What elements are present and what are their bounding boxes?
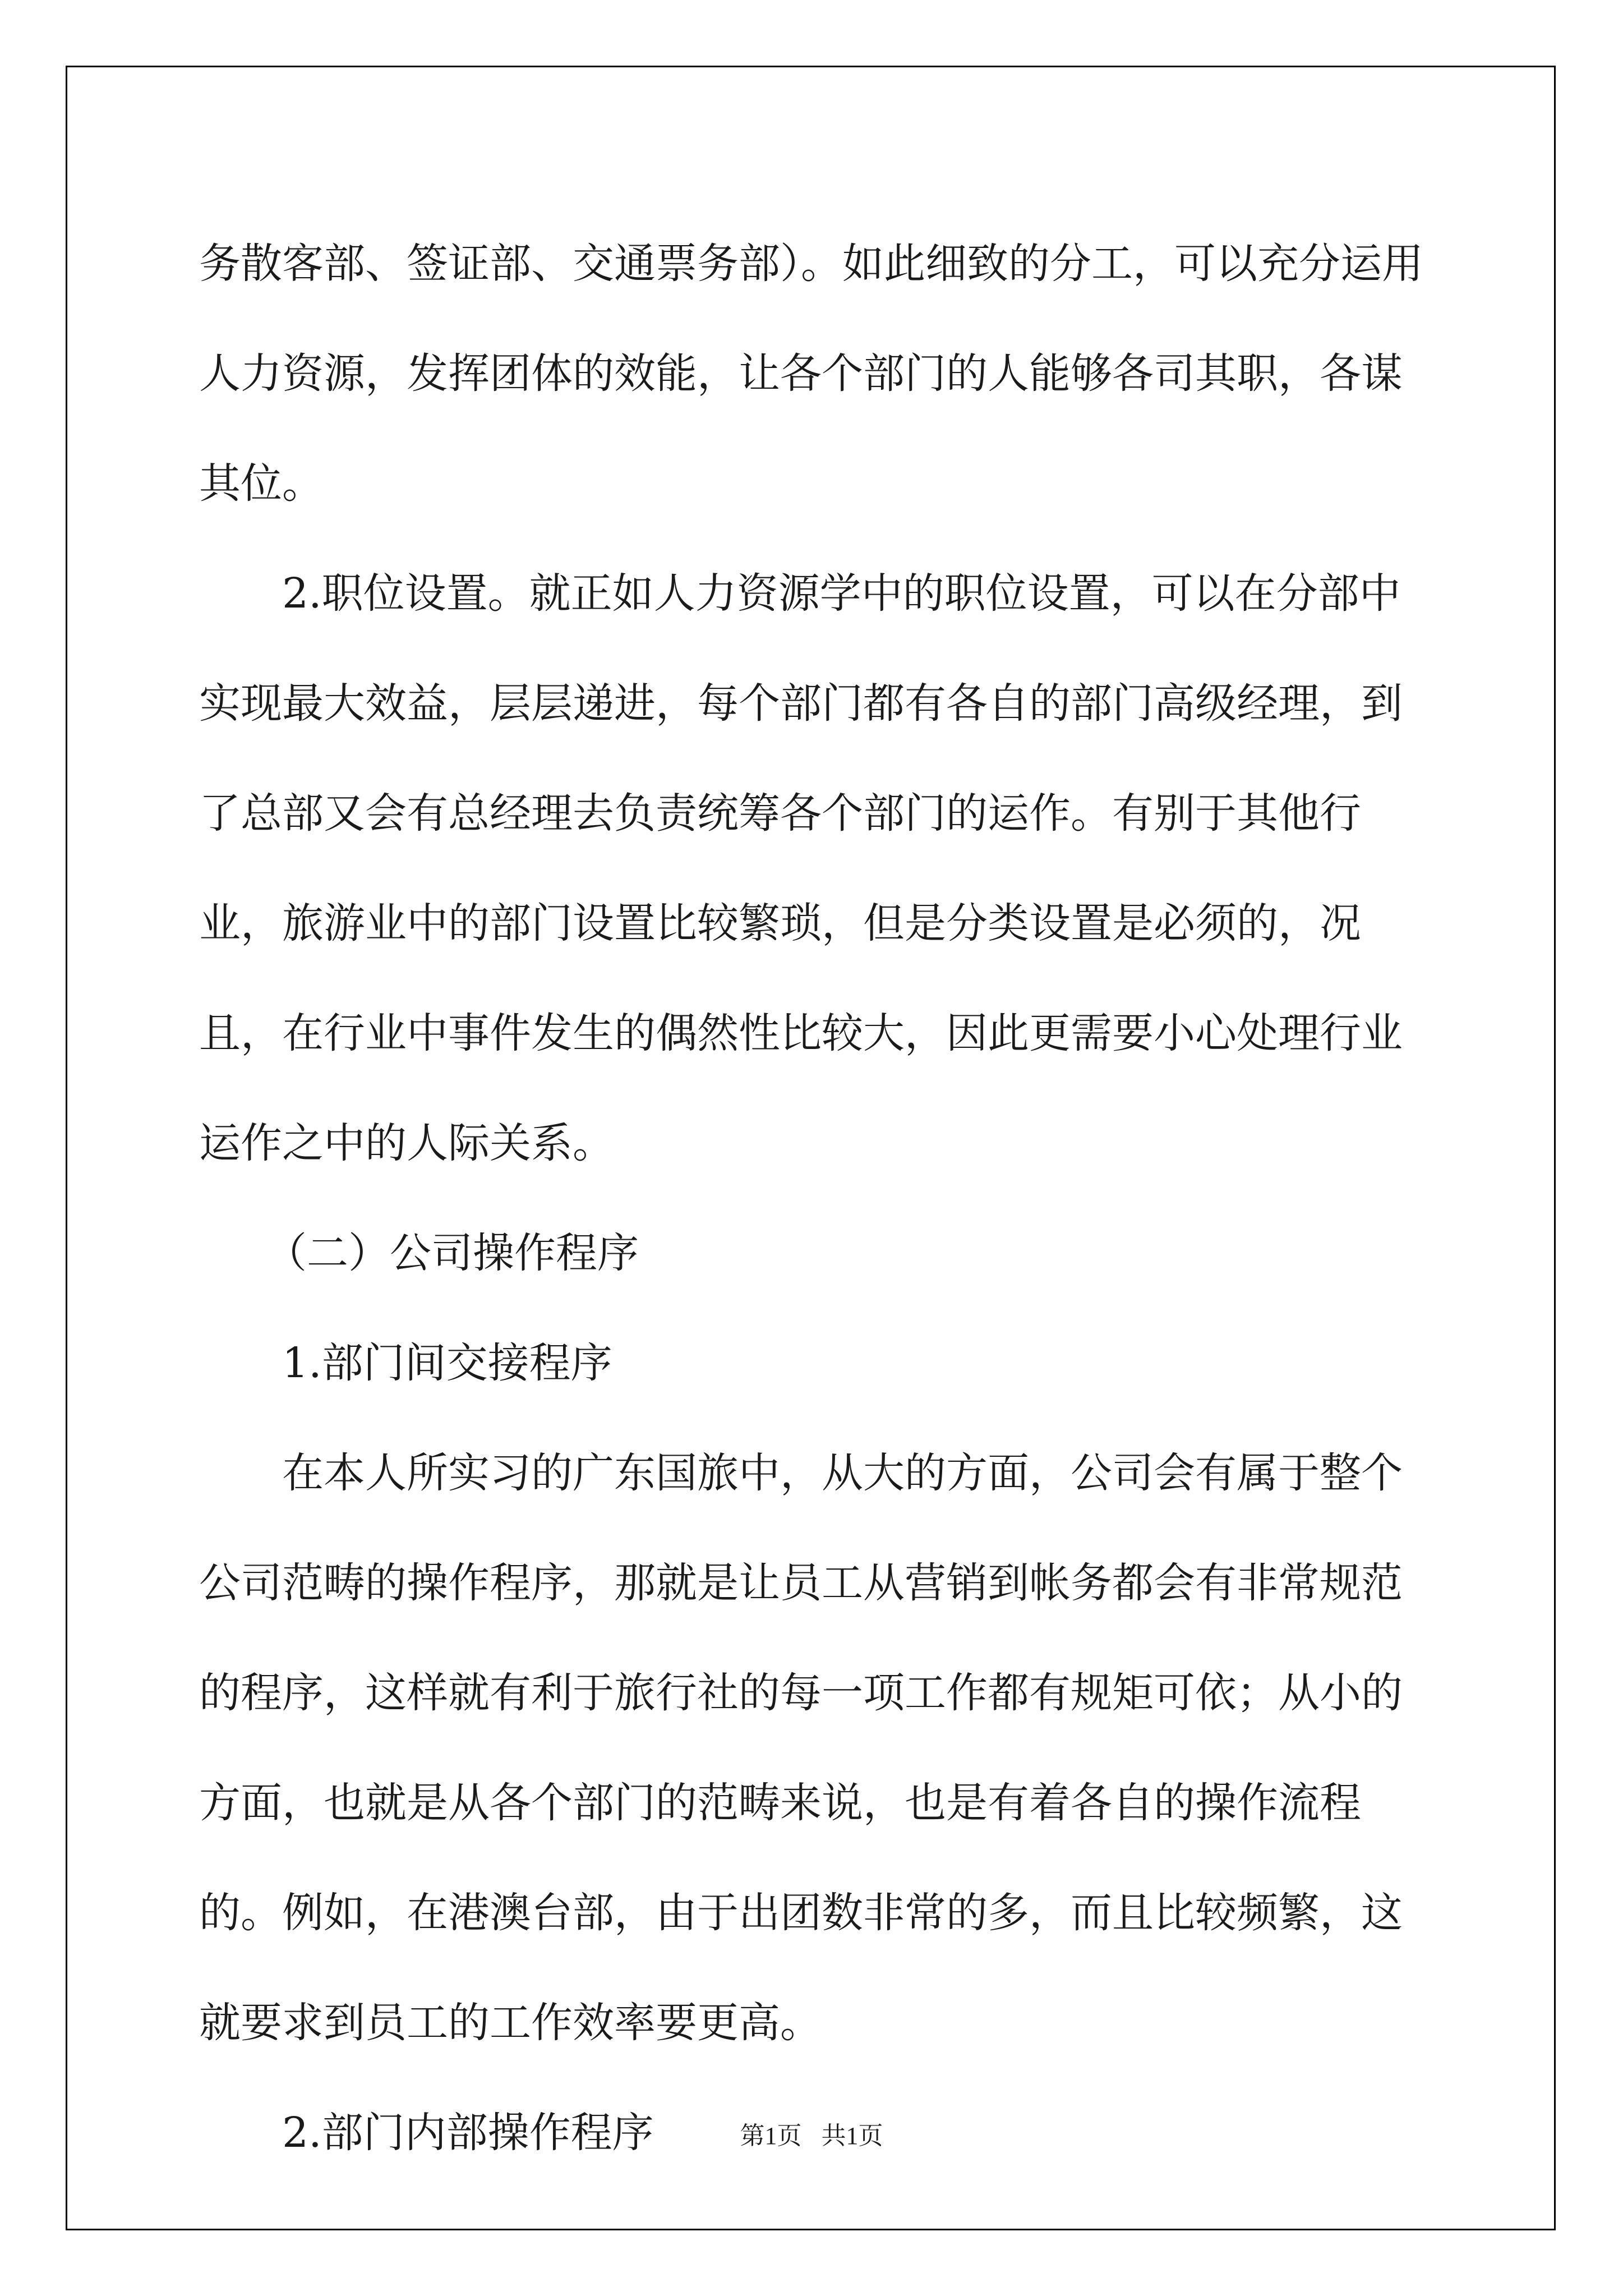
page-total: 共1页 [821, 2122, 883, 2150]
page-footer [0, 2119, 1623, 2153]
paragraph-company-procedures: 在本人所实习的广东国旅中，从大的方面，公司会有属于整个公司范畴的操作程序，那就是让员工从营销到帐务都会有非常规范的程序，这样就有利于旅行社的每一项工作都有规矩可依；从小的方面，也就是从各个部门的范畴来说，也是有着各自的操作流程的。例如，在港澳台部，由于出团数非常的多，而且比较频繁，这就要求到员工的工作效率要更高。 [199, 1449, 1403, 2047]
subheading-internal-procedures: 2.部门内部操作程序 [282, 2109, 654, 2157]
page-number: 第1页 [740, 2122, 802, 2150]
subheading-interdepartment-handover: 1.部门间交接程序 [282, 1339, 612, 1387]
document-body [199, 209, 1433, 2188]
paragraph-division-of-labor: 务散客部、签证部、交通票务部）。如此细致的分工，可以充分运用人力资源，发挥团体的效能，让各个部门的人能够各司其职，各谋其位。 [199, 240, 1423, 508]
paragraph-position-setup: 2.职位设置。就正如人力资源学中的职位设置，可以在分部中实现最大效益，层层递进，每个部门都有各自的部门高级经理，到了总部又会有总经理去负责统筹各个部门的运作。有别于其他行业，旅游业中的部门设置比较繁琐，但是分类设置是必须的，况且，在行业中事件发生的偶然性比较大，因此更需要小心处理行业运作之中的人际关系。 [199, 569, 1403, 1167]
section-heading-operating-procedures: （二）公司操作程序 [265, 1229, 639, 1277]
